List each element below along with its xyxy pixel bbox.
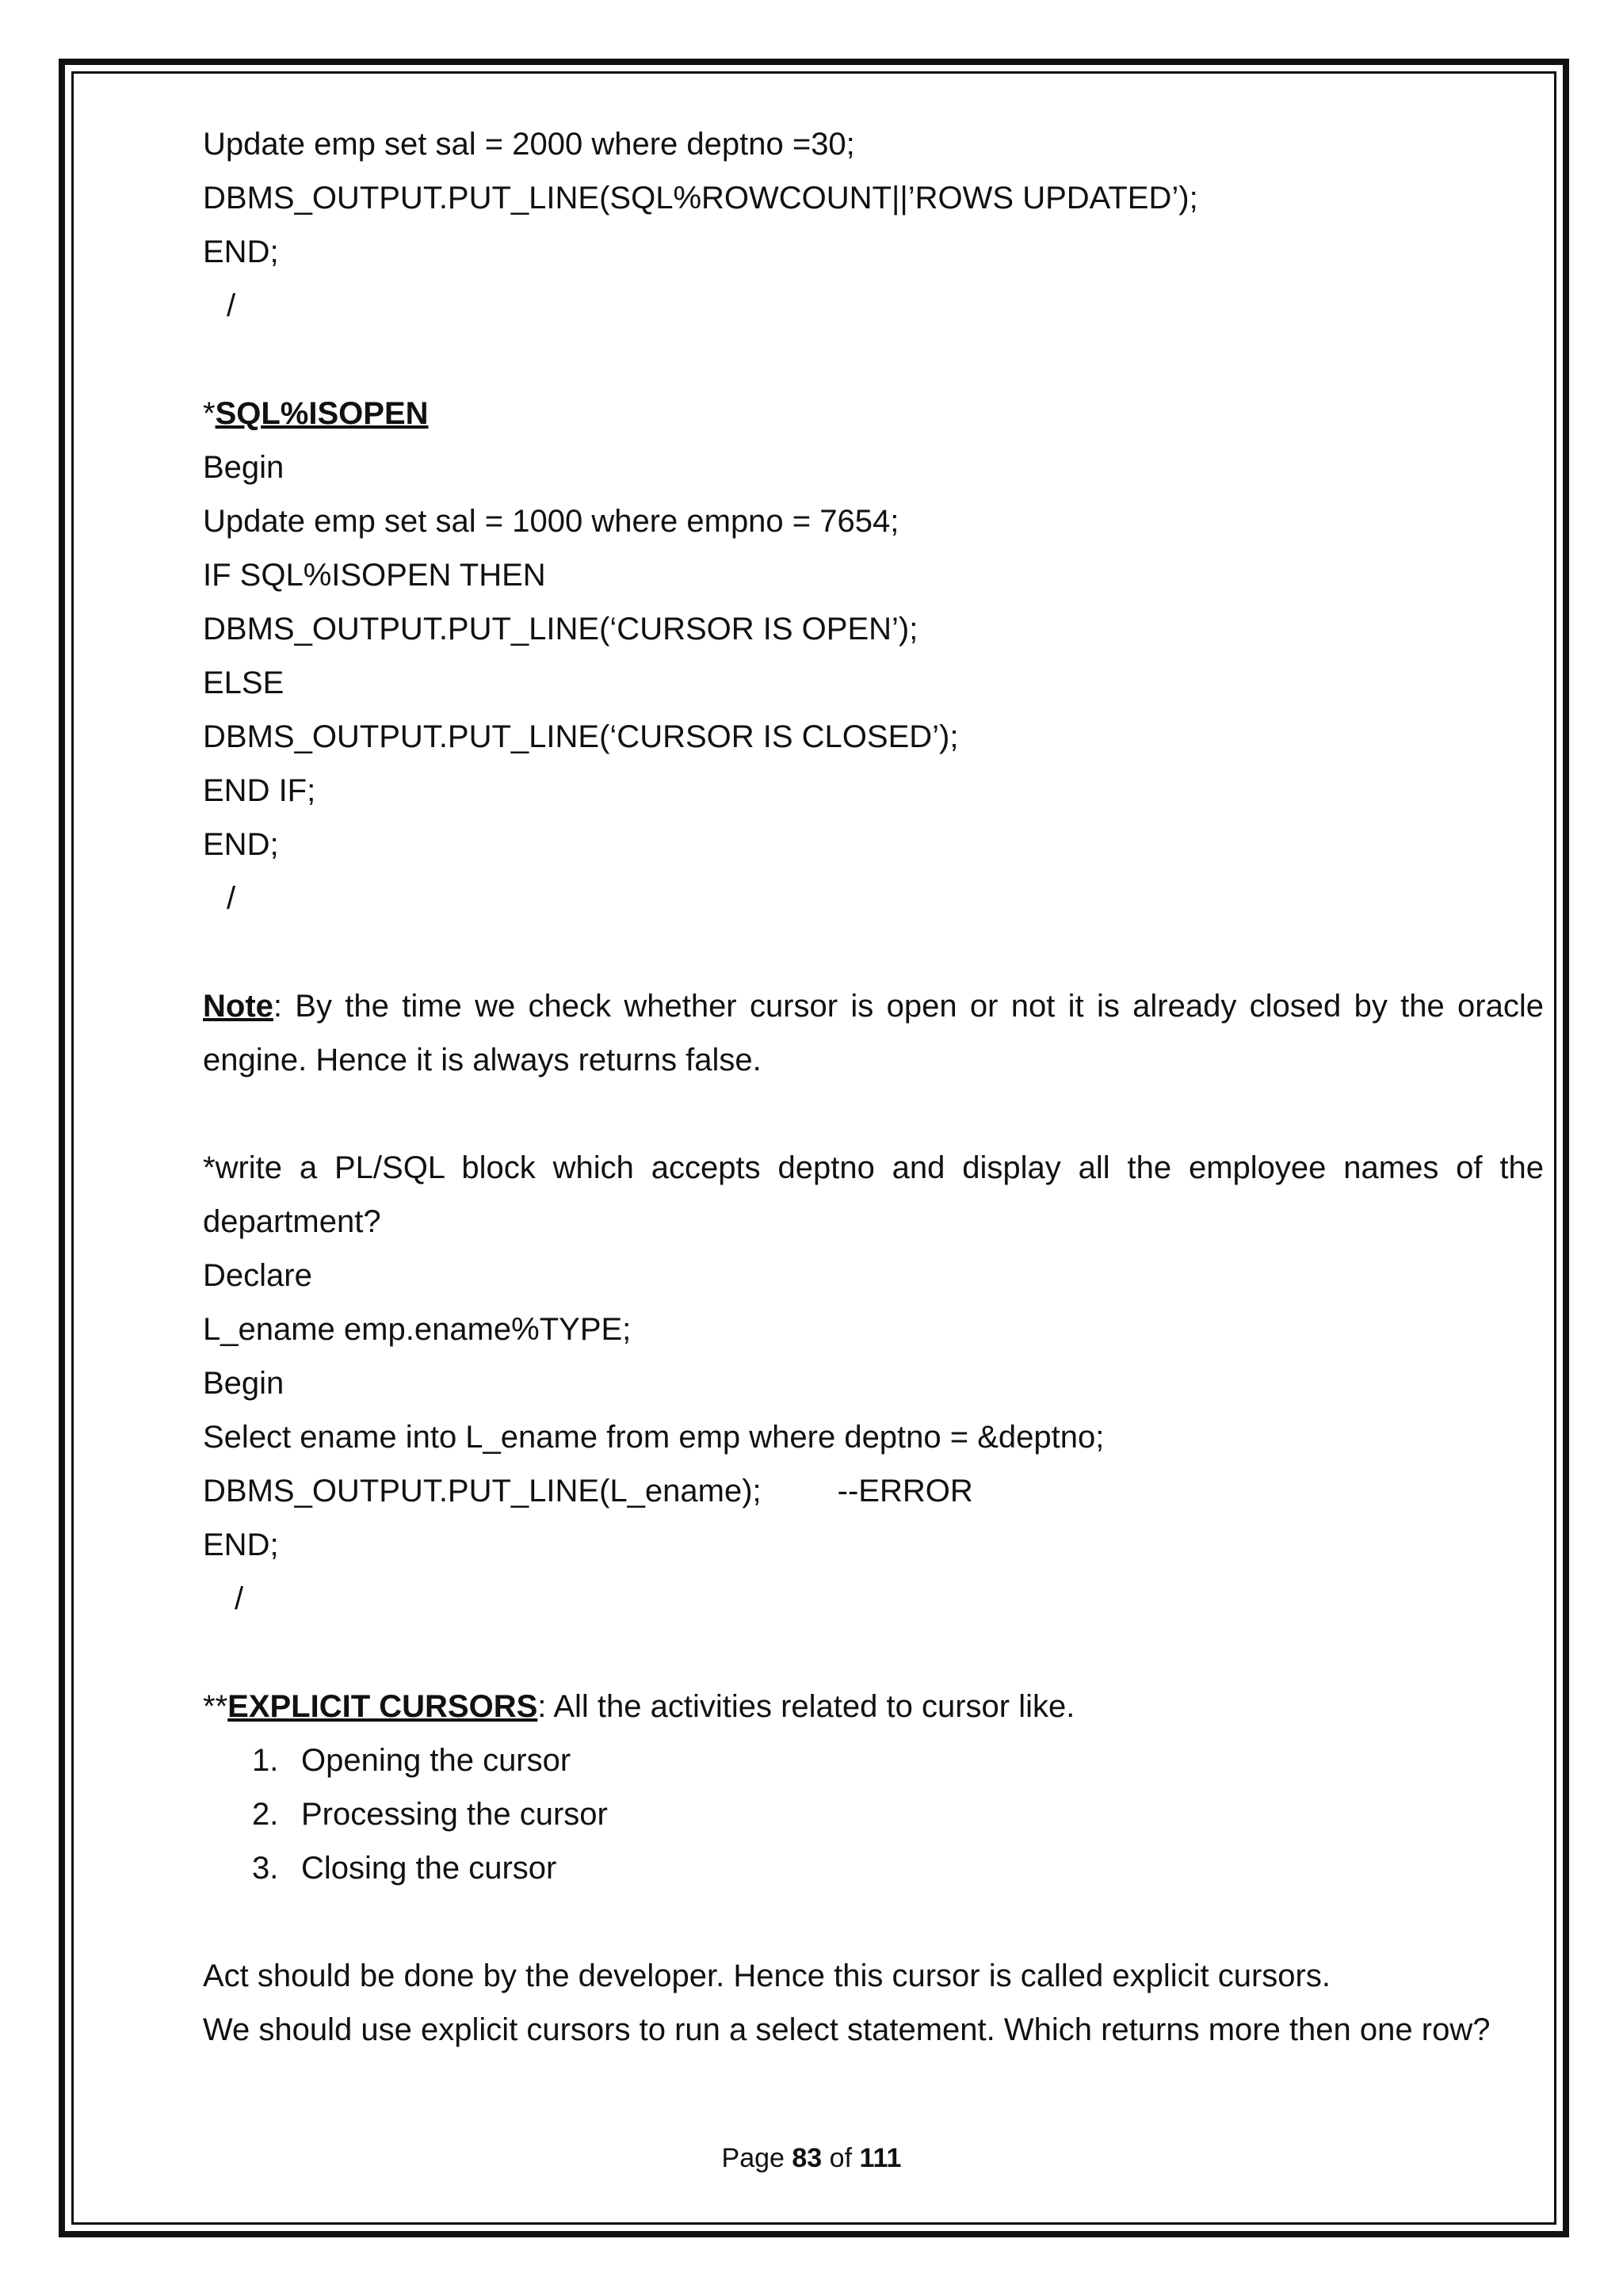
code-line: DBMS_OUTPUT.PUT_LINE(SQL%ROWCOUNT||’ROWS UPDATED’);: [203, 181, 1198, 215]
code-line: Select ename into L_ename from emp where deptno = &deptno;: [203, 1420, 1105, 1455]
code-line: Update emp set sal = 1000 where empno = 7654;: [203, 504, 899, 539]
code-line: Declare: [203, 1258, 312, 1293]
document-body: [203, 117, 1544, 2057]
list-item: [203, 1787, 1544, 1841]
list-number: 2.: [252, 1797, 279, 1832]
list-item: [203, 1733, 1544, 1787]
section-heading-sql-isopen: [203, 387, 1544, 441]
note-text: : By the time we check whether cursor is open or not it is already closed by the oracle engine. Hence it is always returns false.: [203, 989, 1544, 1077]
code-line: /: [227, 288, 236, 323]
heading-prefix: *: [203, 396, 216, 431]
code-line: END IF;: [203, 773, 316, 808]
spacer: [203, 925, 1544, 979]
page-word: Page: [721, 2143, 785, 2173]
code-line: Begin: [203, 450, 285, 485]
code-line: END;: [203, 1527, 279, 1562]
code-line: /: [227, 881, 236, 916]
list-number: 3.: [252, 1851, 279, 1886]
note-label: Note: [203, 989, 273, 1024]
spacer: [203, 1626, 1544, 1680]
page-footer: [0, 2141, 1623, 2176]
code-line: END;: [203, 235, 279, 269]
note-paragraph: [203, 979, 1544, 1087]
code-statement: DBMS_OUTPUT.PUT_LINE(L_ename);: [203, 1474, 762, 1508]
heading-text: SQL%ISOPEN: [215, 396, 429, 431]
code-line: Update emp set sal = 2000 where deptno =30;: [203, 127, 855, 162]
code-line: DBMS_OUTPUT.PUT_LINE(‘CURSOR IS OPEN’);: [203, 612, 918, 646]
code-line: DBMS_OUTPUT.PUT_LINE(‘CURSOR IS CLOSED’);: [203, 719, 959, 754]
code-line: IF SQL%ISOPEN THEN: [203, 558, 546, 593]
code-comment: --ERROR: [837, 1474, 973, 1508]
code-line: [203, 1464, 1544, 1518]
code-line: L_ename emp.ename%TYPE;: [203, 1312, 632, 1347]
code-line: END;: [203, 827, 279, 862]
question-paragraph: *write a PL/SQL block which accepts deptno and display all the employee names of the department?: [203, 1150, 1544, 1239]
spacer: [203, 1087, 1544, 1141]
page-number: 83: [792, 2143, 823, 2173]
list-item: [203, 1841, 1544, 1895]
list-text: Processing the cursor: [301, 1797, 608, 1832]
section-heading-explicit-cursors: [203, 1680, 1544, 1733]
code-line: /: [235, 1581, 244, 1616]
spacer: [203, 1895, 1544, 1949]
page-total: 111: [859, 2143, 902, 2173]
code-line: ELSE: [203, 666, 285, 700]
heading-prefix: **: [203, 1689, 228, 1724]
heading-text: EXPLICIT CURSORS: [227, 1689, 538, 1724]
body-paragraph: Act should be done by the developer. Hence this cursor is called explicit cursors.: [203, 1958, 1331, 1993]
list-number: 1.: [252, 1743, 279, 1778]
of-word: of: [829, 2143, 853, 2173]
steps-list: [203, 1733, 1544, 1895]
list-text: Closing the cursor: [301, 1851, 557, 1886]
list-text: Opening the cursor: [301, 1743, 571, 1778]
body-paragraph: We should use explicit cursors to run a select statement. Which returns more then one row?: [203, 2012, 1491, 2047]
heading-description: : All the activities related to cursor like.: [537, 1689, 1075, 1724]
spacer: [203, 333, 1544, 387]
code-line: Begin: [203, 1366, 285, 1401]
